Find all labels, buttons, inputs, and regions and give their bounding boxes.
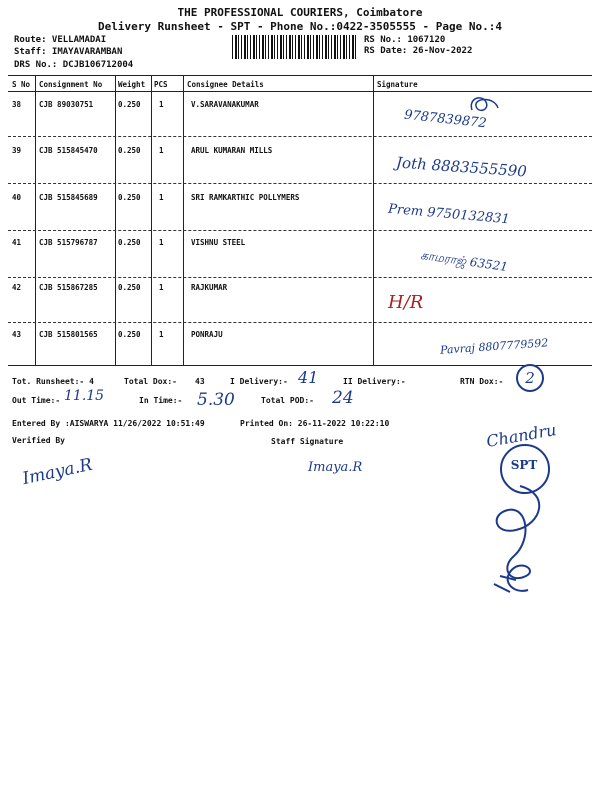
- row-signature: H/R: [388, 292, 424, 313]
- row-consignment-no: CJB 515845689: [39, 193, 98, 202]
- signature-scribble: [480, 480, 560, 600]
- row-weight: 0.250: [118, 283, 141, 292]
- row-pcs: 1: [159, 238, 164, 247]
- row-signature: 9787839872: [403, 107, 488, 132]
- row-weight: 0.250: [118, 146, 141, 155]
- row-pcs: 1: [159, 146, 164, 155]
- row-separator: [8, 322, 592, 323]
- row-consignee: ARUL KUMARAN MILLS: [191, 146, 273, 155]
- row-pcs: 1: [159, 330, 164, 339]
- staff-signature-label: Staff Signature: [271, 437, 344, 446]
- row-pcs: 1: [159, 193, 164, 202]
- row-pcs: 1: [159, 283, 164, 292]
- row-separator: [8, 277, 592, 278]
- ii-delivery-label: II Delivery:-: [343, 377, 406, 386]
- verified-by-label: Verified By: [12, 436, 65, 445]
- row-signature: Prem 9750132831: [387, 201, 511, 228]
- row-consignee: RAJKUMAR: [191, 283, 228, 292]
- i-delivery-label: I Delivery:-: [230, 377, 288, 386]
- row-consignment-no: CJB 89030751: [39, 100, 94, 109]
- col-header-consignee: Consignee Details: [187, 80, 264, 89]
- table-top-border: [8, 75, 592, 76]
- row-sno: 42: [12, 283, 22, 292]
- row-pcs: 1: [159, 100, 164, 109]
- col-header-weight: Weight: [118, 80, 146, 89]
- col-header-consignment: Consignment No: [39, 80, 103, 89]
- barcode: [232, 35, 356, 59]
- rtn-dox-label: RTN Dox:-: [460, 377, 504, 386]
- row-weight: 0.250: [118, 330, 141, 339]
- document-title: THE PROFESSIONAL COURIERS, Coimbatore: [177, 6, 423, 19]
- in-time-value: 5.30: [197, 390, 235, 410]
- total-dox-value: 43: [195, 377, 205, 386]
- stamp-text: SPT: [510, 458, 538, 472]
- row-signature: காமராஜ் 63521: [419, 247, 509, 275]
- in-time-label: In Time:-: [139, 396, 183, 405]
- row-consignment-no: CJB 515867285: [39, 283, 98, 292]
- total-pod-label: Total POD:-: [261, 396, 314, 405]
- row-sno: 41: [12, 238, 22, 247]
- i-delivery-value: 41: [298, 368, 319, 387]
- row-consignee: SRI RAMKARTHIC POLLYMERS: [191, 193, 300, 202]
- total-runsheet: Tot. Runsheet:- 4: [12, 377, 94, 386]
- row-sno: 39: [12, 146, 22, 155]
- rs-number: RS No.: 1067120: [364, 35, 446, 45]
- out-time-value: 11.15: [64, 388, 105, 404]
- total-dox-label: Total Dox:-: [124, 377, 177, 386]
- row-weight: 0.250: [118, 238, 141, 247]
- row-weight: 0.250: [118, 100, 141, 109]
- staff-name: Staff: IMAYAVARAMBAN: [14, 47, 123, 57]
- row-consignee: PONRAJU: [191, 330, 223, 339]
- table-header-border: [8, 91, 592, 92]
- row-consignment-no: CJB 515845470: [39, 146, 98, 155]
- printed-on: Printed On: 26-11-2022 10:22:10: [240, 419, 390, 428]
- out-time-label: Out Time:-: [12, 396, 61, 405]
- row-separator: [8, 136, 592, 137]
- entered-by: Entered By :AISWARYA 11/26/2022 10:51:49: [12, 419, 205, 428]
- row-weight: 0.250: [118, 193, 141, 202]
- rs-date: RS Date: 26-Nov-2022: [364, 46, 473, 56]
- row-signature: Pavraj 8807779592: [439, 336, 549, 357]
- row-separator: [8, 183, 592, 184]
- row-separator: [8, 230, 592, 231]
- route: Route: VELLAMADAI: [14, 35, 107, 45]
- row-sno: 43: [12, 330, 22, 339]
- col-header-pcs: PCS: [154, 80, 168, 89]
- col-header-sno: S No: [12, 80, 31, 89]
- row-consignee: V.SARAVANAKUMAR: [191, 100, 259, 109]
- row-consignment-no: CJB 515801565: [39, 330, 98, 339]
- total-pod-value: 24: [332, 388, 354, 408]
- row-consignee: VISHNU STEEL: [191, 238, 246, 247]
- row-sno: 38: [12, 100, 22, 109]
- verified-signature: Imaya.R: [20, 454, 95, 490]
- col-header-signature: Signature: [377, 80, 418, 89]
- row-sno: 40: [12, 193, 22, 202]
- rtn-dox-value: 2: [516, 364, 544, 392]
- table-bottom-border: [8, 365, 592, 366]
- row-38-signature-loop: [464, 92, 504, 120]
- row-consignment-no: CJB 515796787: [39, 238, 98, 247]
- staff-signature: Imaya.R: [308, 460, 363, 475]
- stamp-note: Chandru: [484, 420, 558, 451]
- row-signature: Joth 8883555590: [395, 153, 528, 181]
- drs-number: DRS No.: DCJB106712004: [14, 60, 134, 70]
- document-subtitle: Delivery Runsheet - SPT - Phone No.:0422-3505555 - Page No.:4: [98, 20, 502, 33]
